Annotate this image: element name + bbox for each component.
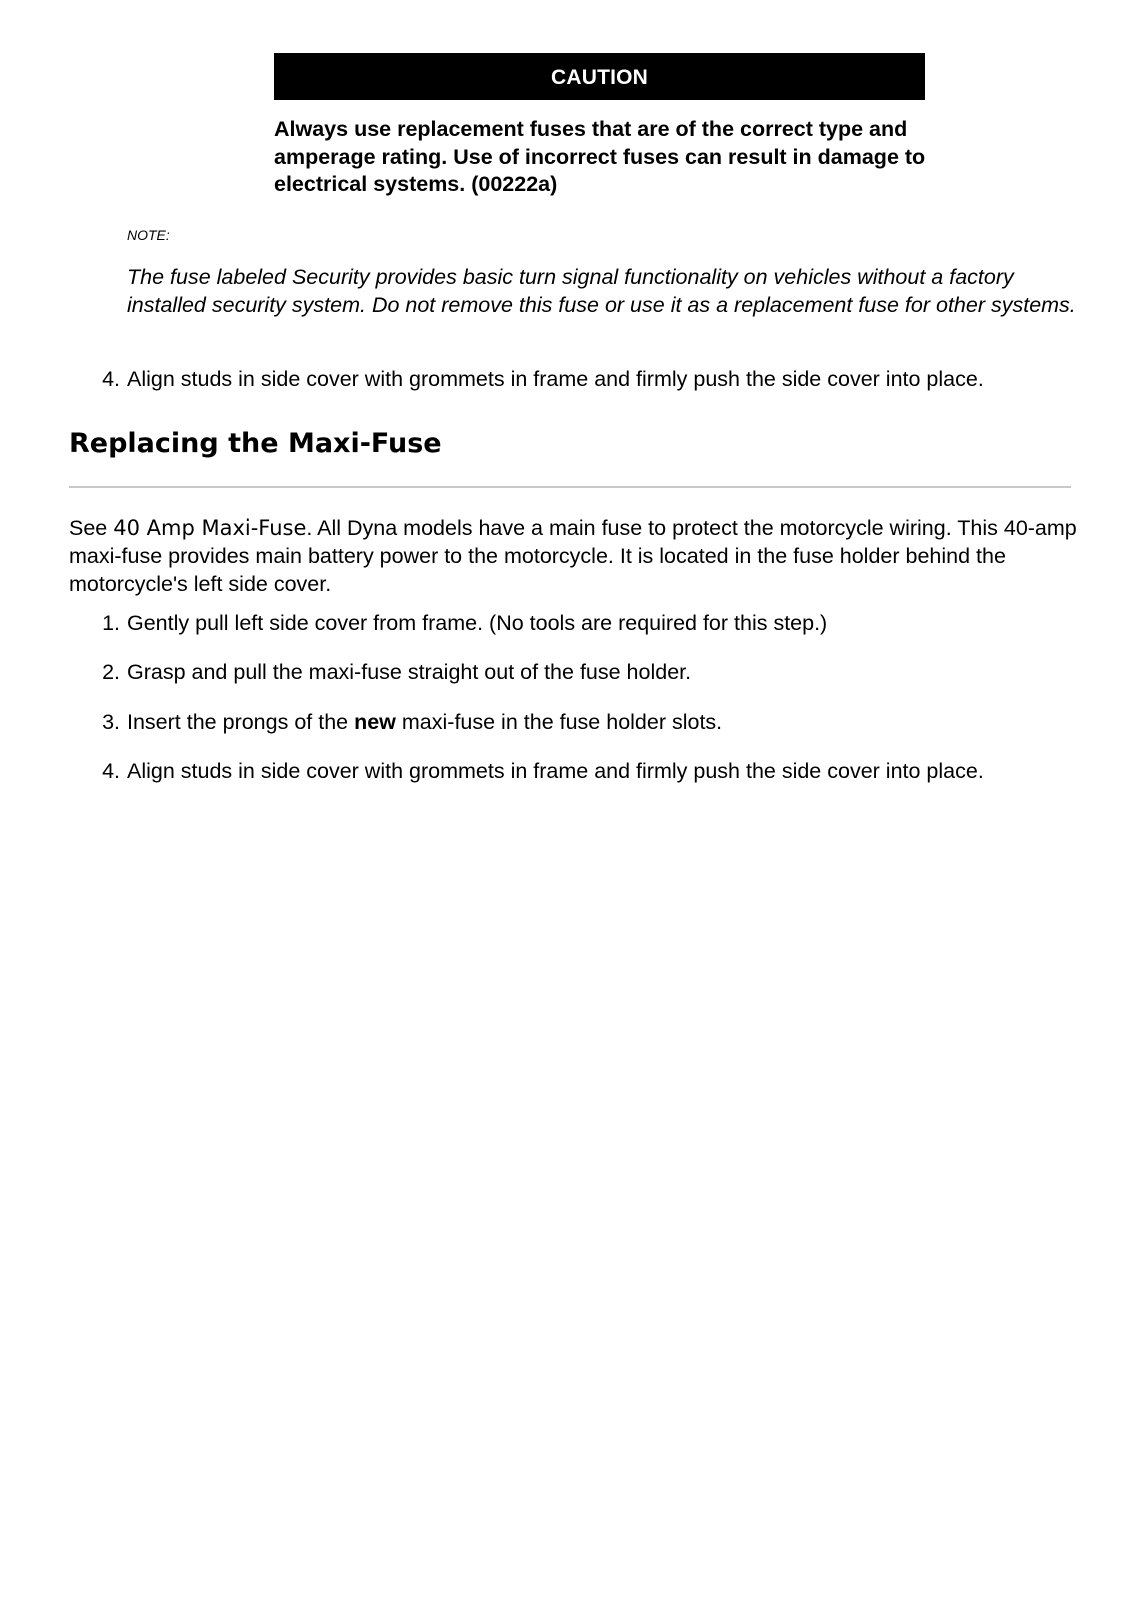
step-text: Gently pull left side cover from frame. (No tools are required for this step.)	[127, 611, 828, 635]
caution-message: Always use replacement fuses that are of the correct type and amperage rating. Use of incorrect fuses can result in damage to electrical systems. (00222a)	[274, 117, 926, 196]
step-number: 1.	[102, 611, 120, 635]
step-text: Align studs in side cover with grommets in frame and firmly push the side cover into place.	[127, 367, 984, 391]
heading-divider	[69, 486, 1071, 488]
step-text-before: Insert the prongs of the	[127, 710, 355, 734]
step-number: 4.	[102, 759, 120, 783]
section-heading: Replacing the Maxi-Fuse	[69, 428, 442, 459]
note-text: The fuse labeled Security provides basic turn signal functionality on vehicles without a factory installed security system. Do not remove this fuse or use it as a replacement fuse for other systems.	[127, 265, 1076, 317]
caution-header: CAUTION	[274, 53, 925, 100]
step-text: Grasp and pull the maxi-fuse straight out of the fuse holder.	[127, 660, 692, 684]
intro-paragraph	[69, 514, 1079, 598]
step-number: 4.	[102, 367, 120, 391]
step-number: 3.	[102, 710, 120, 734]
step-text	[127, 709, 722, 736]
step-text-emphasis: new	[354, 710, 396, 734]
step-text: Align studs in side cover with grommets in frame and firmly push the side cover into place.	[127, 759, 984, 783]
note-label: NOTE:	[127, 227, 170, 243]
step-number: 2.	[102, 660, 120, 684]
step-text-after: maxi-fuse in the fuse holder slots.	[395, 710, 723, 734]
intro-prefix: See	[69, 516, 114, 540]
intro-text: . All Dyna models have a main fuse to protect the motorcycle wiring. This 40-amp maxi-fuse provides main battery power to the motorcycle. It is located in the fuse holder behind the motorcycle's left side cover.	[69, 516, 1077, 596]
maxi-fuse-reference-link[interactable]: 40 Amp Maxi-Fuse	[113, 516, 307, 540]
